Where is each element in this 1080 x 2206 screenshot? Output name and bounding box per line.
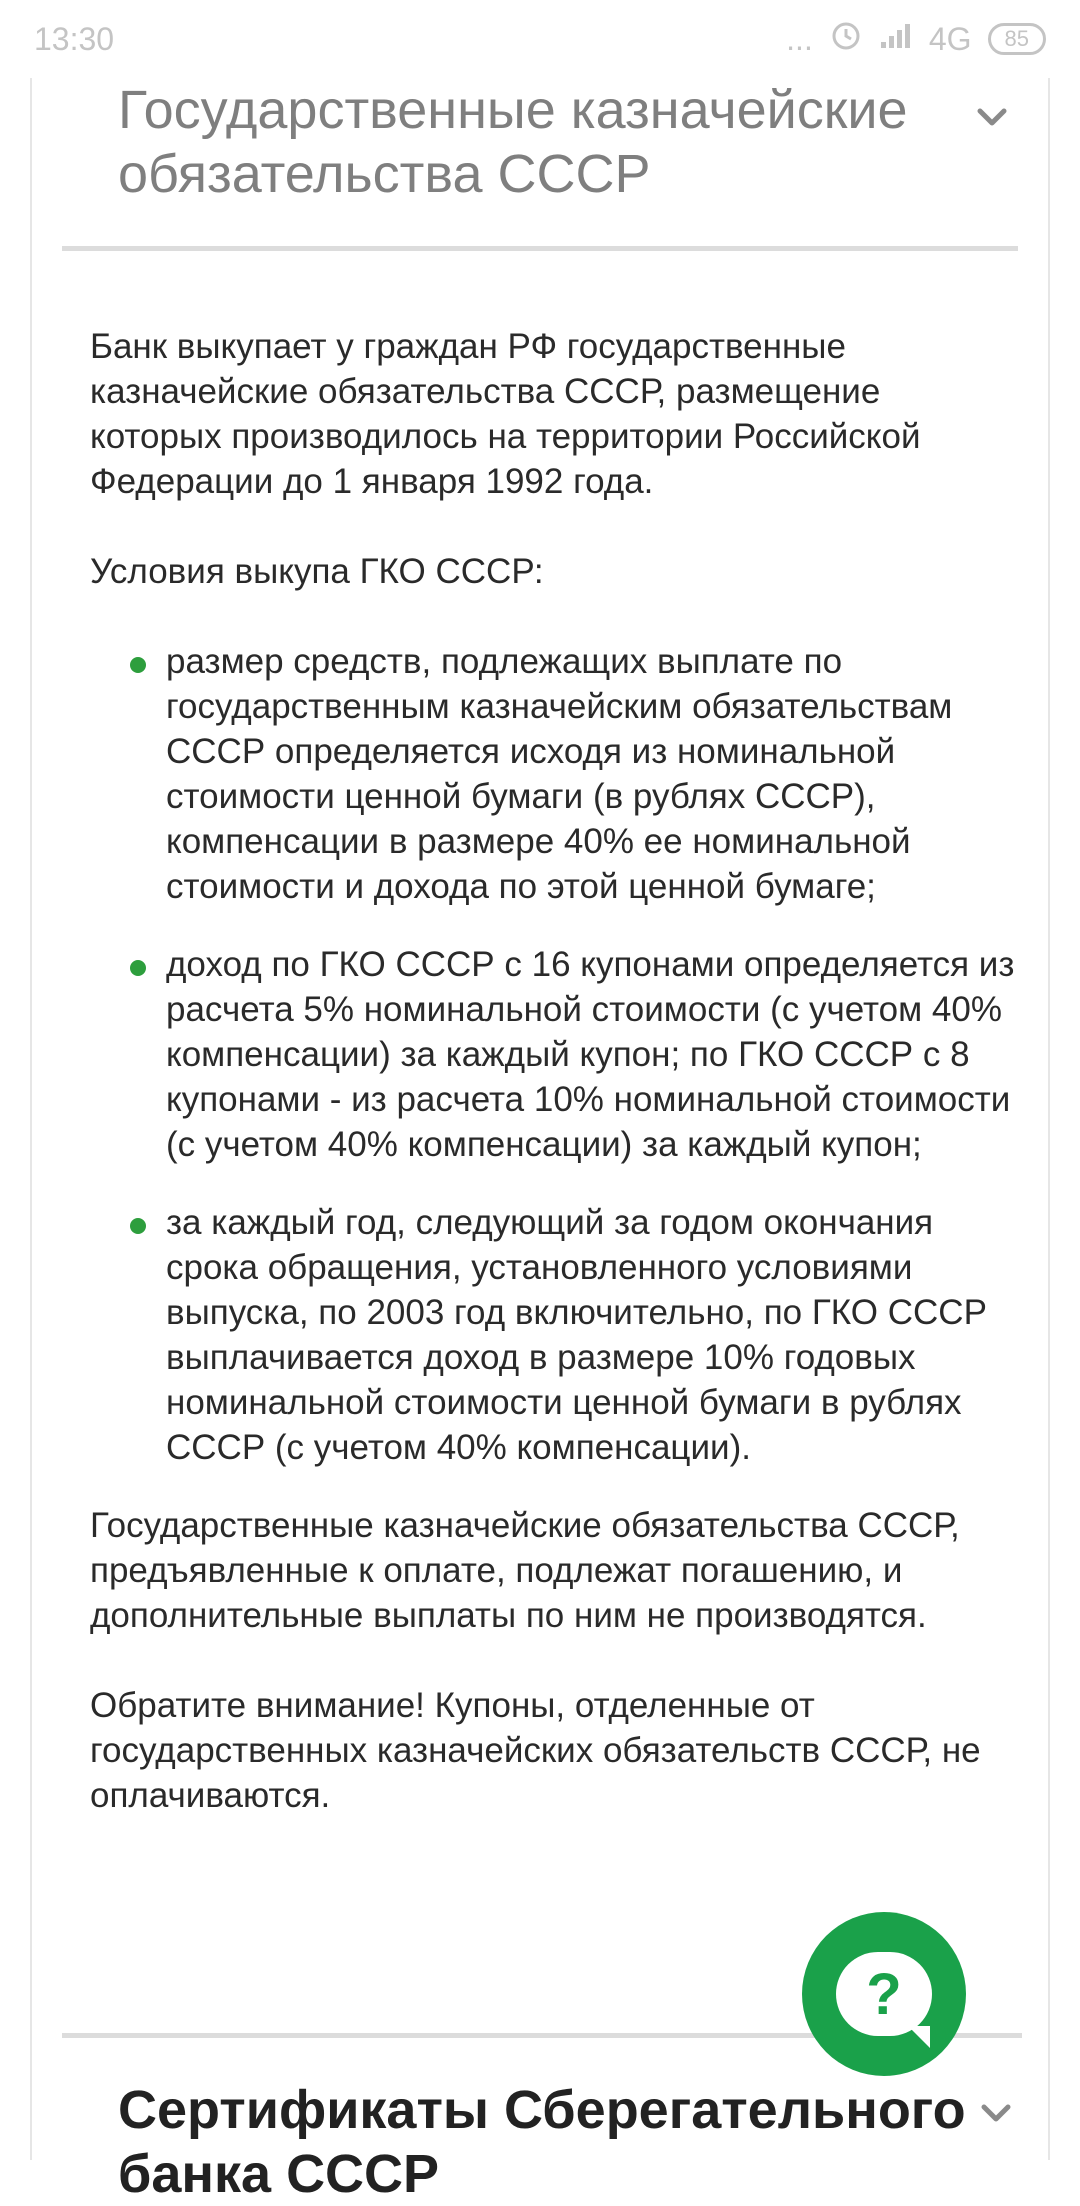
list-item bbox=[166, 942, 1020, 1167]
alarm-icon bbox=[829, 18, 863, 60]
conditions-list bbox=[90, 639, 1020, 1470]
battery-indicator: 85 bbox=[988, 23, 1046, 55]
signal-icon bbox=[879, 20, 913, 58]
section-header-gko[interactable] bbox=[62, 78, 1018, 251]
chevron-down-icon[interactable] bbox=[972, 98, 1012, 138]
next-section-title: Сертификаты Сберегательного банка СССР bbox=[118, 2080, 966, 2204]
conditions-heading: Условия выкупа ГКО СССР: bbox=[90, 552, 544, 591]
status-bar bbox=[0, 0, 1080, 78]
network-type: 4G bbox=[928, 20, 972, 57]
coupon-warning-paragraph: Обратите внимание! Купоны, отделенные от государственных казначейских обязательств СССР, не оплачиваются. bbox=[90, 1686, 981, 1815]
status-icons bbox=[786, 18, 1046, 60]
status-time: 13:30 bbox=[34, 20, 115, 57]
condition-text: за каждый год, следующий за годом окончания срока обращения, установленного условиями выпуска, по 2003 год включительно, по ГКО СССР выплачивается доход в размере 10% годовых номинальной стоимости ценной бумаги в рублях СССР (с учетом 40% компенсации). bbox=[166, 1203, 987, 1467]
condition-text: размер средств, подлежащих выплате по государственным казначейским обязательствам СССР определяется исходя из номинальной стоимости ценной бумаги (в рублях СССР), компенсации в размере 40% ее номинальной стоимости и дохода по этой ценной бумаге; bbox=[166, 642, 953, 906]
more-dots: ... bbox=[786, 20, 813, 57]
list-item bbox=[166, 1200, 1020, 1470]
repayment-paragraph: Государственные казначейские обязательства СССР, предъявленные к оплате, подлежат погашению, и дополнительные выплаты по ним не производятся. bbox=[90, 1506, 960, 1635]
bullet-icon bbox=[130, 960, 146, 976]
chevron-down-icon[interactable] bbox=[976, 2094, 1016, 2134]
bullet-icon bbox=[130, 657, 146, 673]
list-item bbox=[166, 639, 1020, 909]
section-content bbox=[90, 324, 1020, 1818]
help-label: ? bbox=[866, 1961, 902, 2027]
bullet-icon bbox=[130, 1218, 146, 1234]
help-chat-button[interactable] bbox=[802, 1912, 966, 2076]
intro-paragraph: Банк выкупает у граждан РФ государственные казначейские обязательства СССР, размещение которых производилось на территории Российской Федерации до 1 января 1992 года. bbox=[90, 327, 921, 501]
content-card bbox=[30, 78, 1050, 2204]
condition-text: доход по ГКО СССР с 16 купонами определяется из расчета 5% номинальной стоимости (с учетом 40% компенсации) за каждый купон; по ГКО СССР с 8 купонами - из расчета 10% номинальной стоимости (с учетом 40% компенсации) за каждый купон; bbox=[166, 945, 1015, 1164]
help-chat-icon bbox=[836, 1952, 932, 2036]
section-title: Государственные казначейские обязательства СССР bbox=[118, 80, 908, 204]
